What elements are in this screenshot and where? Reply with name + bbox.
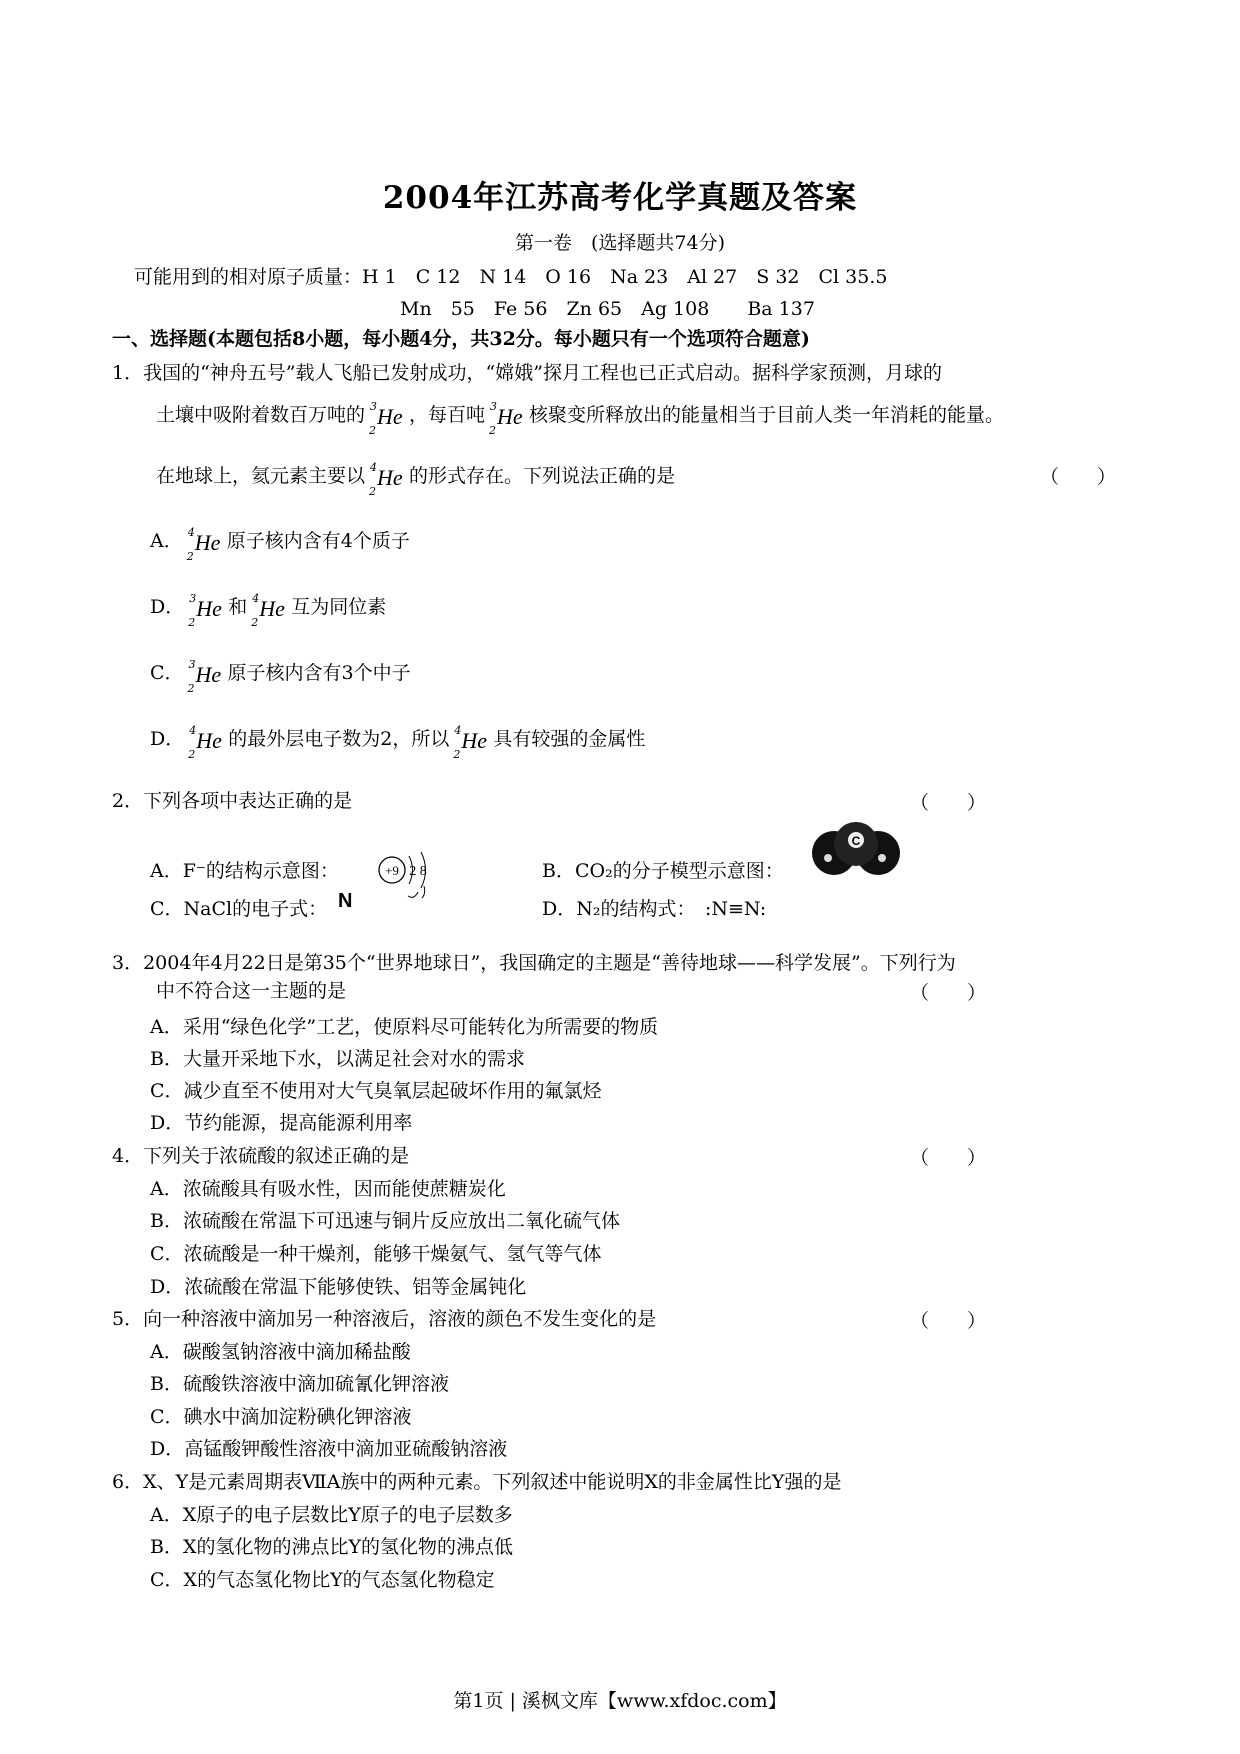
q3-option-a: A．采用“绿色化学”工艺，使原料尽可能转化为所需要的物质: [150, 1016, 659, 1038]
q1-line2-a: 土壤中吸附着数百万吨的: [156, 404, 366, 426]
q4-option-b: B．浓硫酸在常温下可迅速与铜片反应放出二氧化硫气体: [150, 1210, 620, 1232]
q1-line3-a: 在地球上，氦元素主要以: [156, 465, 366, 487]
page-footer: 第1页 | 溪枫文库【www.xfdoc.com】: [453, 1690, 787, 1712]
q2-option-a: A．F⁻的结构示意图：: [150, 860, 339, 882]
volume-heading: 第一卷 (选择题共74分): [514, 232, 725, 254]
he4-nuclide: 4 2 He: [186, 526, 221, 563]
q1-option-d: D． 4 2 He 的最外层电子数为2，所以 4 2 He 具有较强的金属性: [150, 718, 645, 762]
q1-line2-c: 核聚变所释放出的能量相当于目前人类一年消耗的能量。: [529, 404, 1005, 426]
q5-stem: 5．向一种溶液中滴加另一种溶液后，溶液的颜色不发生变化的是: [112, 1308, 657, 1330]
he3-nuclide: 3 2 He: [369, 400, 403, 437]
nacl-electron-formula-fragment: N: [338, 890, 353, 912]
q1-line2-b: ，每百吨: [409, 404, 486, 426]
q5-option-d: D．高锰酸钾酸性溶液中滴加亚硫酸钠溶液: [150, 1438, 508, 1460]
q4-answer-paren: （ ）: [910, 1147, 987, 1169]
q2-option-b: B．CO₂的分子模型示意图：: [542, 860, 784, 882]
q5-option-a: A．碳酸氢钠溶液中滴加稀盐酸: [150, 1341, 411, 1363]
q1-line3-b: 的形式存在。下列说法正确的是: [409, 465, 676, 487]
q3-answer-paren: （ ）: [910, 982, 987, 1004]
carbon-label: C: [851, 834, 861, 848]
q4-stem: 4．下列关于浓硫酸的叙述正确的是: [112, 1145, 410, 1167]
q5-answer-paren: （ ）: [910, 1310, 987, 1332]
he3-nuclide: 3 2 He: [489, 400, 523, 437]
q5-option-c: C．碘水中滴加淀粉碘化钾溶液: [150, 1406, 412, 1428]
q1-line2: [156, 394, 1004, 438]
atomic-masses-line2: Mn 55 Fe 56 Zn 65 Ag 108 Ba 137: [400, 298, 815, 320]
q3-line2: 中不符合这一主题的是: [156, 980, 347, 1002]
q4-option-a: A．浓硫酸具有吸水性，因而能使蔗糖炭化: [150, 1178, 506, 1200]
q3-line1: 3．2004年4月22日是第35个“世界地球日”，我国确定的主题是“善待地球——科学发展”。下列行为: [112, 952, 956, 974]
q5-option-b: B．硫酸铁溶液中滴加硫氰化钾溶液: [150, 1373, 449, 1395]
q3-option-b: B．大量开采地下水，以满足社会对水的需求: [150, 1048, 525, 1070]
q1-option-c: C． 3 2 He 原子核内含有3个中子: [150, 652, 411, 696]
atomic-masses-line1: 可能用到的相对原子质量：H 1 C 12 N 14 O 16 Na 23 Al 27 S 32 Cl 35.5: [134, 266, 888, 288]
q6-option-a: A．X原子的电子层数比Y原子的电子层数多: [150, 1504, 513, 1526]
q1-line3: [156, 455, 675, 499]
nucleus-charge: +9: [385, 863, 399, 878]
q2-option-c: C．NaCl的电子式：: [150, 898, 328, 920]
q3-option-d: D．节约能源，提高能源利用率: [150, 1112, 413, 1134]
q2-stem: 2．下列各项中表达正确的是: [112, 790, 353, 812]
he4-nuclide: 4 2 He: [251, 592, 285, 629]
shell-electrons: 2 8: [409, 864, 427, 879]
q4-option-d: D．浓硫酸在常温下能够使铁、铝等金属钝化: [150, 1276, 527, 1298]
he4-nuclide: 4 2 He: [369, 461, 403, 498]
he4-nuclide: 4 2 He: [188, 724, 222, 761]
q1-option-a: A． 4 2 He 原子核内含有4个质子: [150, 520, 410, 564]
he3-nuclide: 3 2 He: [187, 658, 222, 695]
shell-tail-marks: [404, 882, 434, 902]
q4-option-c: C．浓硫酸是一种干燥剂，能够干燥氨气、氢气等气体: [150, 1243, 602, 1265]
q6-stem: 6．X、Y是元素周期表ⅦA族中的两种元素。下列叙述中能说明X的非金属性比Y强的是: [112, 1471, 842, 1493]
q1-answer-paren: （ ）: [1040, 466, 1117, 488]
q6-option-c: C．X的气态氢化物比Y的气态氢化物稳定: [150, 1569, 495, 1591]
section-heading: 一、选择题(本题包括8小题，每小题4分，共32分。每小题只有一个选项符合题意): [112, 328, 810, 350]
q1-line1: 1．我国的“神舟五号”载人飞船已发射成功，“嫦娥”探月工程也已正式启动。据科学家预测，月球的: [112, 362, 942, 384]
he3-nuclide: 3 2 He: [188, 592, 222, 629]
q2-option-d: D．N₂的结构式： :N≡N:: [542, 898, 767, 920]
q6-option-b: B．X的氢化物的沸点比Y的氢化物的沸点低: [150, 1536, 514, 1558]
co2-molecule-model: [808, 818, 902, 878]
q1-option-b: D． 3 2 He 和 4 2 He 互为同位素: [150, 586, 386, 630]
he4-nuclide: 4 2 He: [453, 724, 487, 761]
q3-option-c: C．减少直至不使用对大气臭氧层起破坏作用的氟氯烃: [150, 1080, 602, 1102]
q2-answer-paren: （ ）: [910, 792, 987, 814]
page-title: 2004年江苏高考化学真题及答案: [382, 180, 858, 216]
